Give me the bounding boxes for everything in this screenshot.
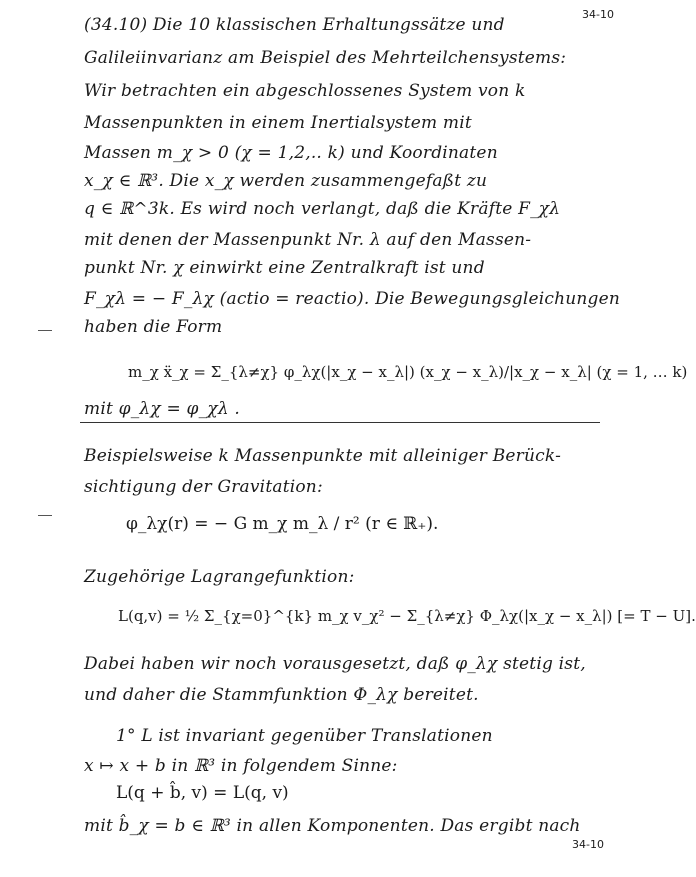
text-line: Dabei haben wir noch vorausgesetzt, daß φ_λχ stetig ist, [84,654,586,674]
margin-mark [38,330,52,331]
text-line: x ↦ x + b in ℝ³ in folgendem Sinne: [84,756,398,776]
text-line: mit denen der Massenpunkt Nr. λ auf den Massen- [84,230,532,250]
text-line: Massenpunkten in einem Inertialsystem mit [84,113,472,133]
text-line: sichtigung der Gravitation: [84,477,323,497]
text-line: Zugehörige Lagrangefunktion: [84,567,355,587]
text-line: 1° L ist invariant gegenüber Translationen [116,726,493,746]
text-line: x_χ ∈ ℝ³. Die x_χ werden zusammengefaßt zu [84,171,488,191]
text-line: mit b̂_χ = b ∈ ℝ³ in allen Komponenten. Das ergibt nach [84,816,581,836]
text-line: (34.10) Die 10 klassischen Erhaltungssätze und [84,15,505,35]
text-line: Wir betrachten ein abgeschlossenes System von k [84,81,526,101]
margin-mark [38,515,52,516]
text-line: punkt Nr. χ einwirkt eine Zentralkraft ist und [84,258,485,278]
translation-invariance: L(q + b̂, v) = L(q, v) [116,783,289,803]
equation-of-motion: m_χ ẍ_χ = Σ_{λ≠χ} φ_λχ(|x_χ − x_λ|) (x_χ − x_λ)/|x_χ − x_λ| (χ = 1, … k) [128,363,688,381]
text-line: Massen m_χ > 0 (χ = 1,2,.. k) und Koordinaten [84,143,498,163]
page-number-top: 34-10 [582,8,614,21]
text-line: haben die Form [84,317,223,337]
equation-note: mit φ_λχ = φ_χλ . [84,399,241,419]
lagrange-function: L(q,v) = ½ Σ_{χ=0}^{k} m_χ v_χ² − Σ_{λ≠χ} Φ_λχ(|x_χ − x_λ|) [= T − U]. [118,607,696,625]
text-line: q ∈ ℝ^3k. Es wird noch verlangt, daß die Kräfte F_χλ [84,199,561,219]
gravitation-potential: φ_λχ(r) = − G m_χ m_λ / r² (r ∈ ℝ₊). [126,514,439,534]
text-line: F_χλ = − F_λχ (actio = reactio). Die Bewegungsgleichungen [84,289,621,309]
section-divider [80,422,600,423]
text-line: und daher die Stammfunktion Φ_λχ bereitet. [84,685,479,705]
page-number-bottom: 34-10 [572,838,604,851]
text-line: Galileiinvarianz am Beispiel des Mehrteilchensystems: [84,48,567,68]
text-line: Beispielsweise k Massenpunkte mit alleiniger Berück- [84,446,562,466]
